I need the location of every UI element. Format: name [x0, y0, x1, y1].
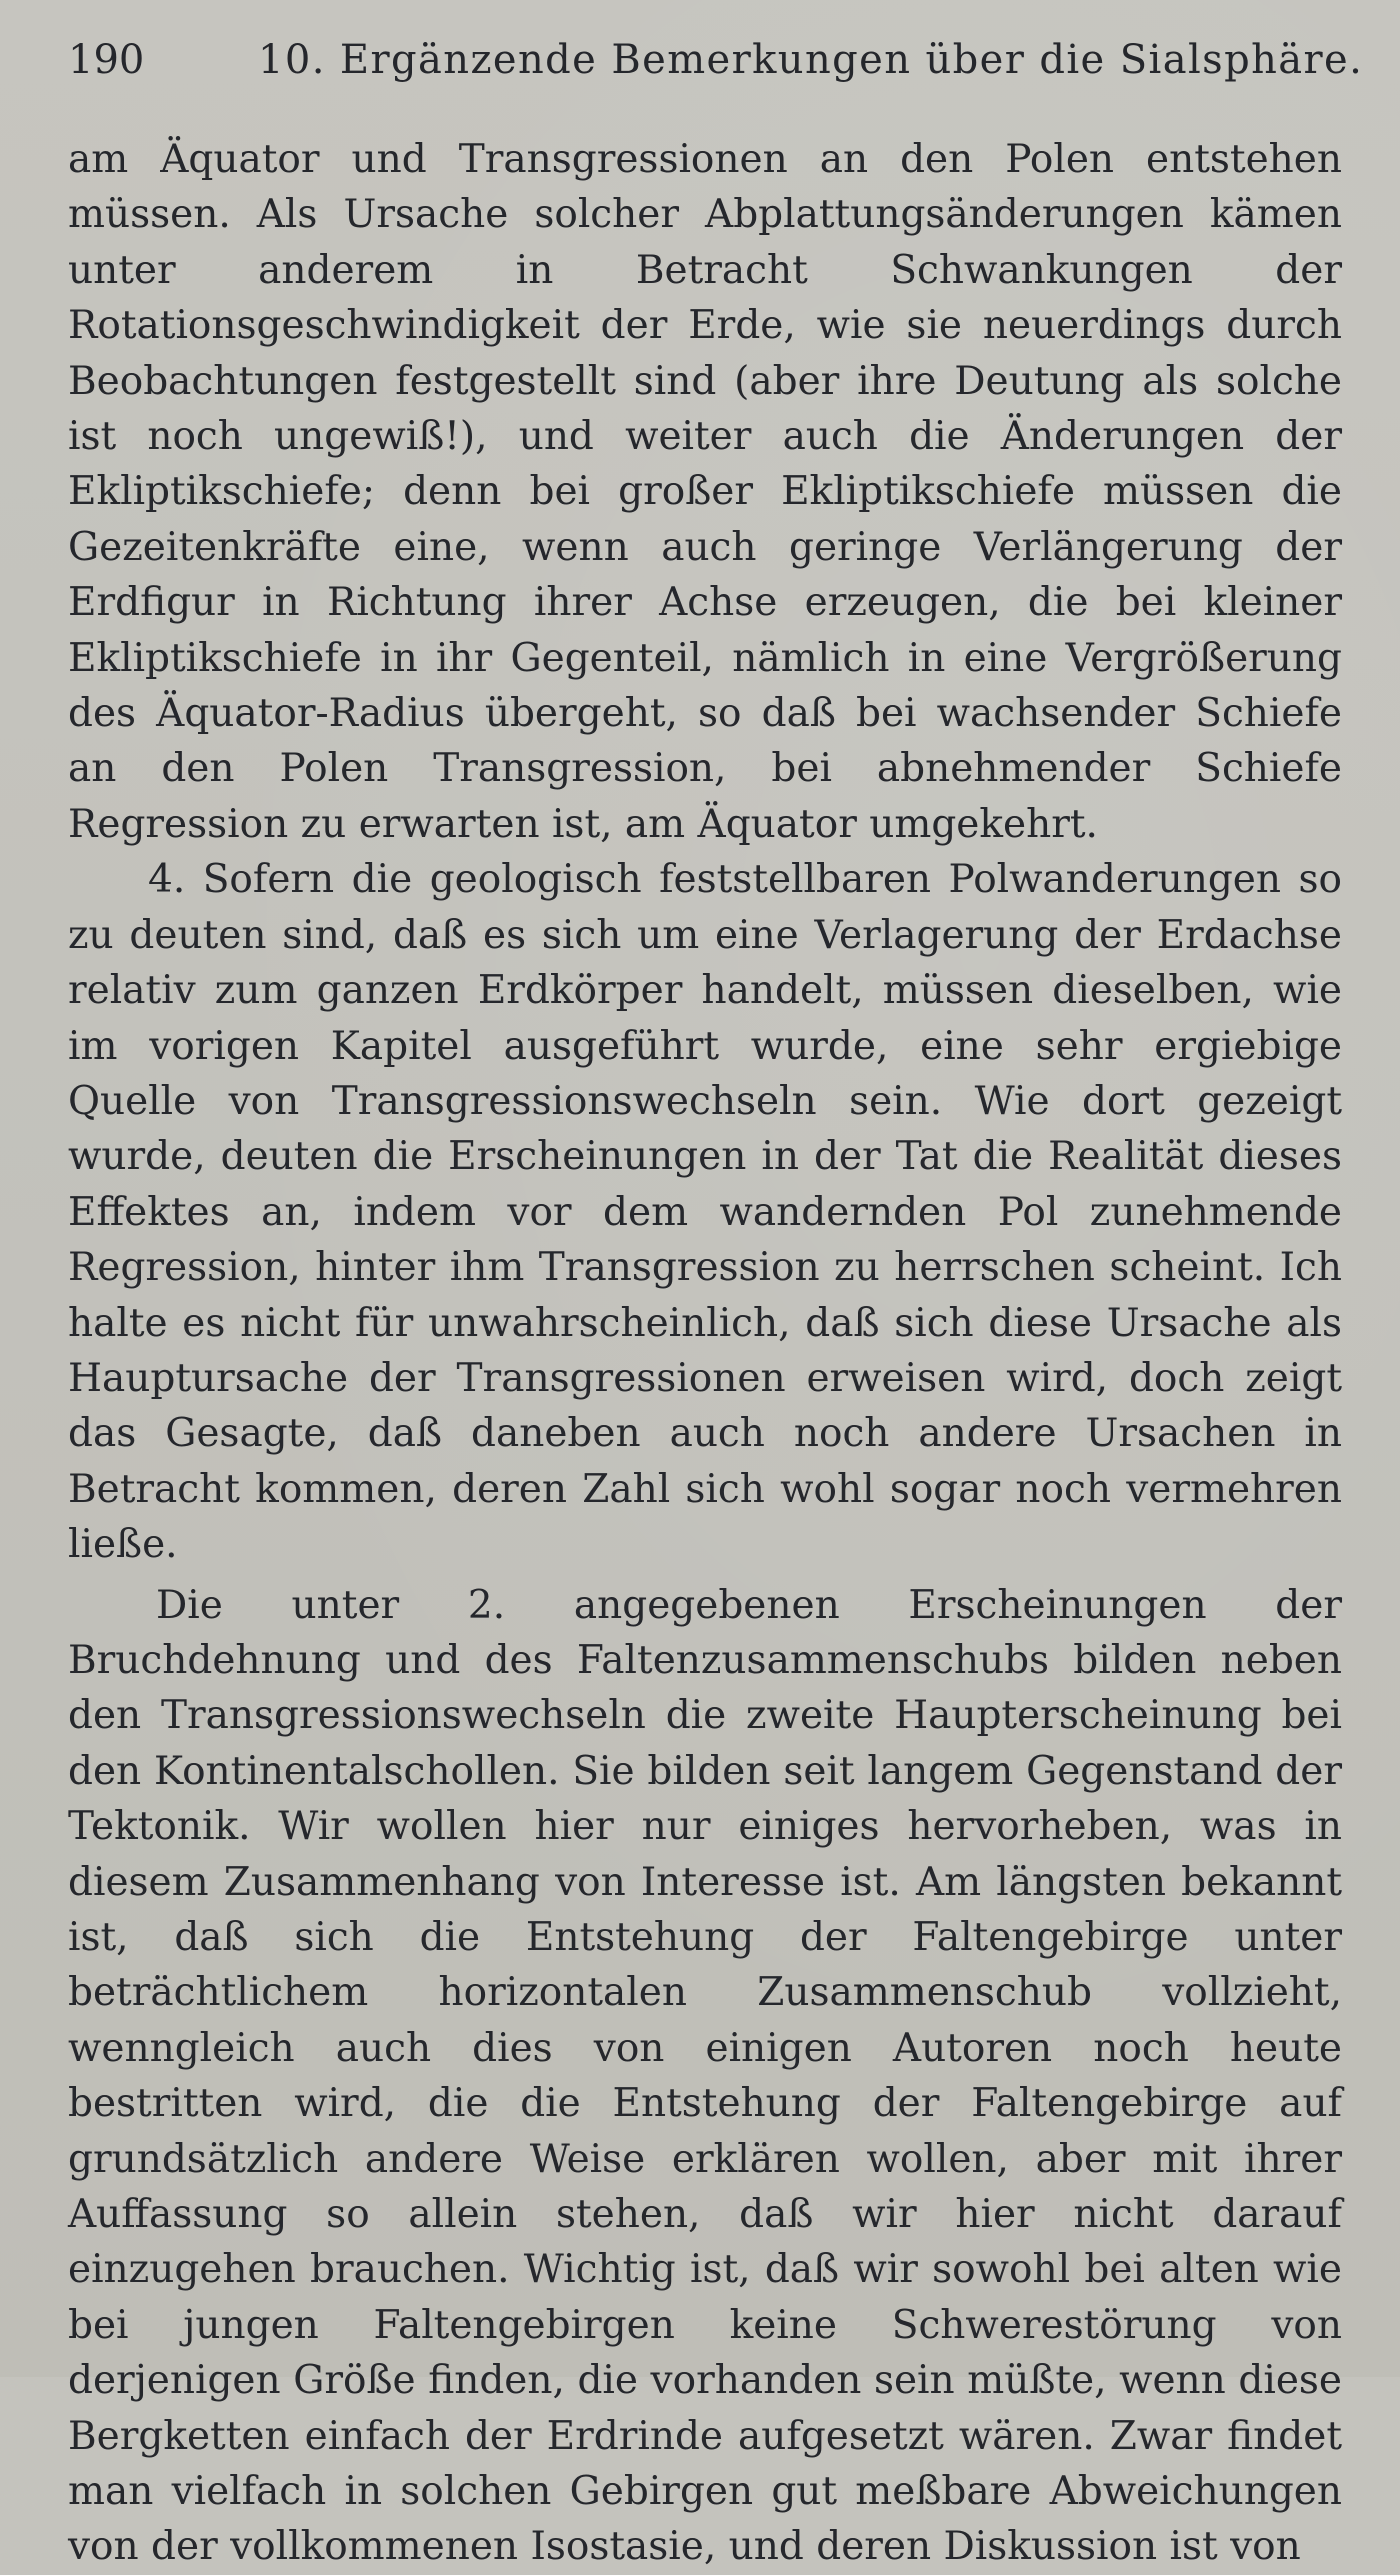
- body-text: [68, 132, 1342, 2575]
- running-header: [68, 30, 1364, 90]
- page-number: 190: [68, 37, 145, 83]
- chapter-title: 10. Ergänzende Bemerkungen über die Sialsphäre.: [258, 37, 1364, 83]
- paragraph-point-4: 4. Sofern die geologisch feststellbaren Polwanderungen so zu deuten sind, daß es sich um eine Verlagerung der Erdachse relativ zum ganzen Erdkörper handelt, müssen dieselben, wie im vorigen Kapitel ausgeführt wurde, eine sehr ergiebige Quelle von Transgressionswechseln sein. Wie dort gezeigt wurde, deuten die Erscheinungen in der Tat die Realität dieses Effektes an, indem vor dem wandernden Pol zunehmende Regression, hinter ihm Transgression zu herrschen scheint. Ich halte es nicht für unwahrscheinlich, daß sich diese Ursache als Hauptursache der Transgressionen erweisen wird, doch zeigt das Gesagte, daß daneben auch noch andere Ursachen in Betracht kommen, deren Zahl sich wohl sogar noch vermehren ließe.: [68, 857, 1342, 1568]
- paragraph-continued: am Äquator und Transgressionen an den Polen entstehen müssen. Als Ursache solcher Abplattungsänderungen kämen unter anderem in Betracht Schwankungen der Rotationsgeschwindigkeit der Erde, wie sie neuerdings durch Beobachtungen festgestellt sind (aber ihre Deutung als solche ist noch ungewiß!), und weiter auch die Änderungen der Ekliptikschiefe; denn bei großer Ekliptikschiefe müssen die Gezeitenkräfte eine, wenn auch geringe Verlängerung der Erdfigur in Richtung ihrer Achse erzeugen, die bei kleiner Ekliptikschiefe in ihr Gegenteil, nämlich in eine Vergrößerung des Äquator-Radius übergeht, so daß bei wachsender Schiefe an den Polen Transgression, bei abnehmender Schiefe Regression zu erwarten ist, am Äquator umgekehrt.: [68, 137, 1342, 847]
- paragraph-tectonics: Die unter 2. angegebenen Erscheinungen der Bruchdehnung und des Faltenzusammenschubs bilden neben den Transgressionswechseln die zweite Haupterscheinung bei den Kontinentalschollen. Sie bilden seit langem Gegenstand der Tektonik. Wir wollen hier nur einiges hervorheben, was in diesem Zusammenhang von Interesse ist. Am längsten bekannt ist, daß sich die Entstehung der Faltengebirge unter beträchtlichem horizontalen Zusammenschub vollzieht, wenngleich auch dies von einigen Autoren noch heute bestritten wird, die die Entstehung der Faltengebirge auf grundsätzlich andere Weise erklären wollen, aber mit ihrer Auffassung so allein stehen, daß wir hier nicht darauf einzugehen brauchen. Wichtig ist, daß wir sowohl bei alten wie bei jungen Faltengebirgen keine Schwerestörung von derjenigen Größe finden, die vorhanden sein müßte, wenn diese Bergketten einfach der Erdrinde aufgesetzt wären. Zwar findet man vielfach in solchen Gebirgen gut meßbare Abweichungen von der vollkommenen Isostasie, und deren Diskussion ist von: [68, 1582, 1342, 2570]
